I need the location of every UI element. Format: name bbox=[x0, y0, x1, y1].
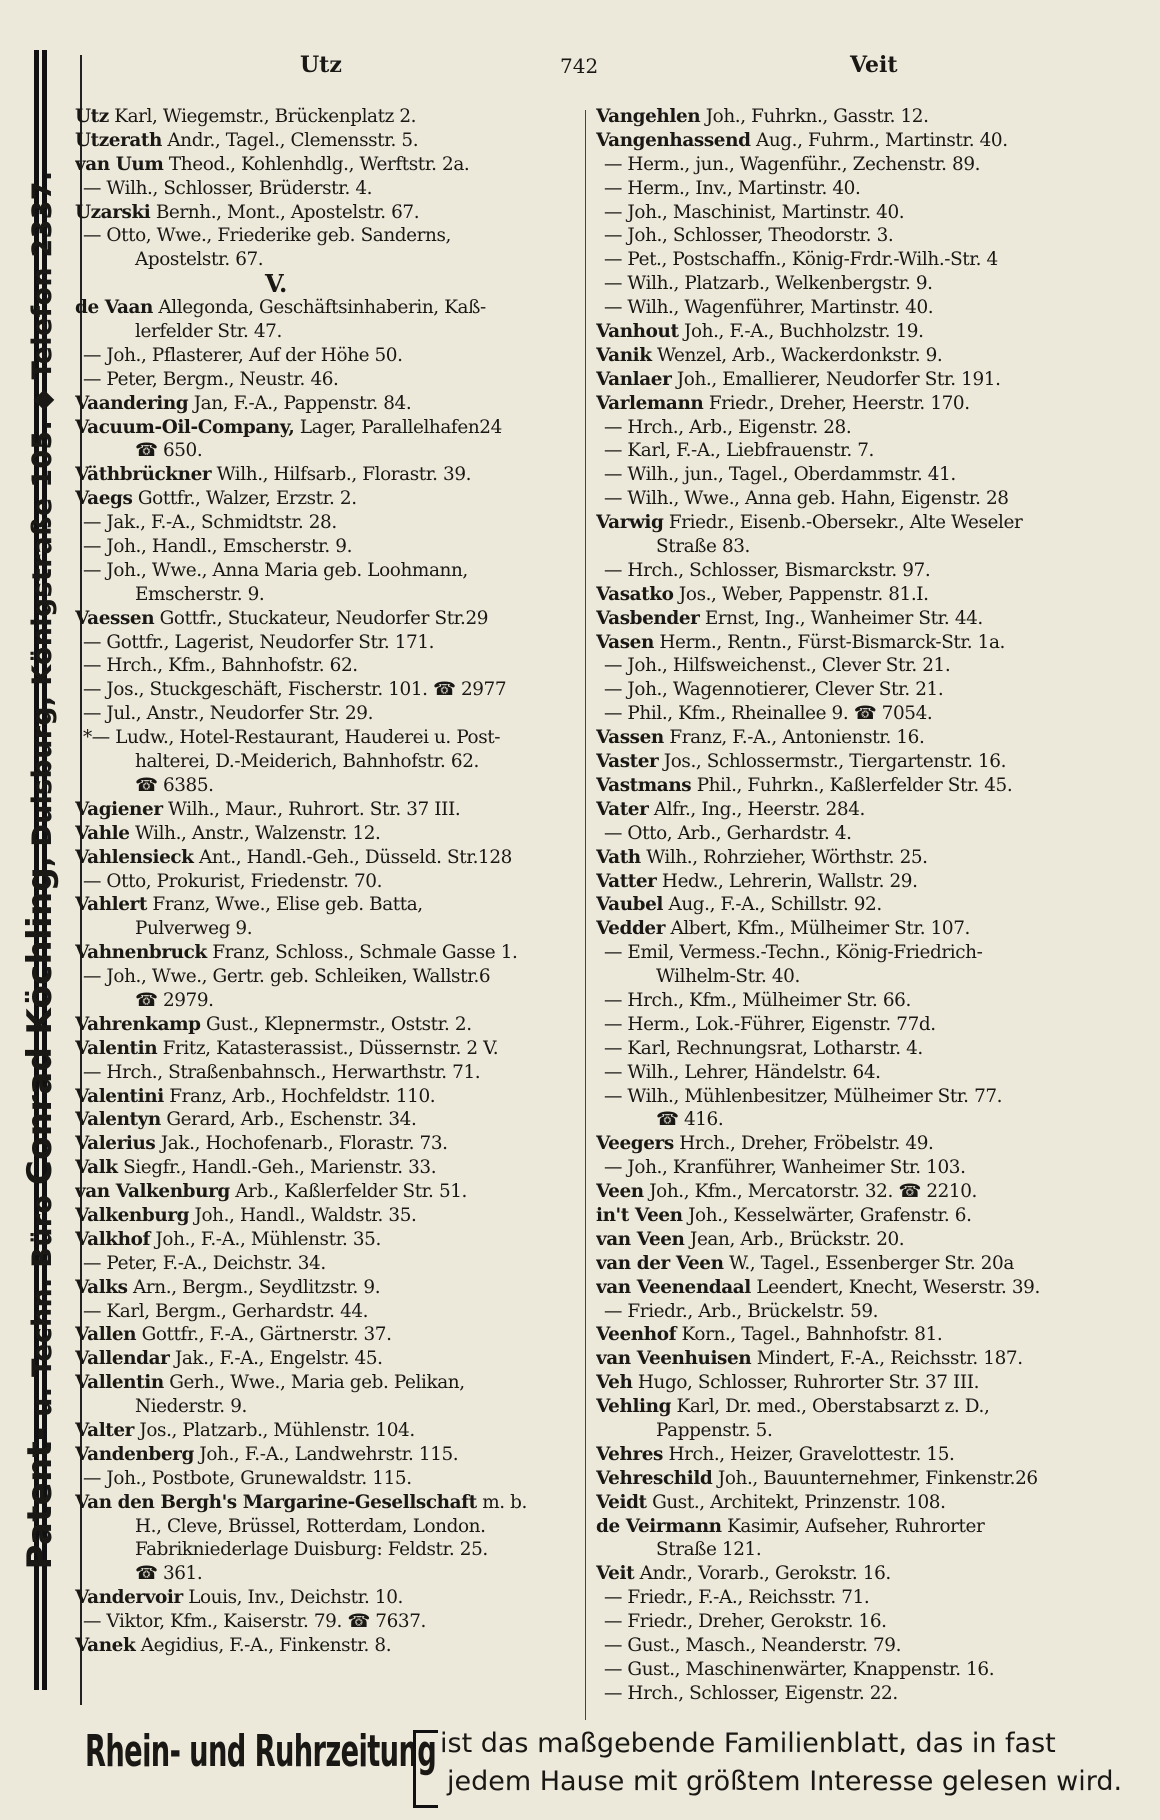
left-column bbox=[75, 105, 580, 1658]
entry-details: Friedr., Eisenb.-Obersekr., Alte Weseler bbox=[663, 512, 1023, 534]
footer-ad-line-1: ist das maßgebende Familienblatt, das in fast bbox=[440, 1728, 1056, 1759]
directory-entry bbox=[75, 1108, 580, 1132]
directory-entry: — Hrch., Schlosser, Eigenstr. 22. bbox=[604, 1682, 898, 1704]
directory-entry: — Wilh., jun., Tagel., Oberdammstr. 41. bbox=[604, 464, 956, 486]
directory-entry bbox=[596, 917, 1116, 941]
directory-entry: — Otto, Prokurist, Friedenstr. 70. bbox=[83, 870, 383, 892]
directory-entry bbox=[596, 1562, 1116, 1586]
entry-surname: Vehreschild bbox=[596, 1467, 713, 1489]
directory-entry bbox=[596, 392, 1116, 416]
entry-surname: de Vaan bbox=[75, 297, 153, 319]
entry-details: Hrch., Heizer, Gravelottestr. 15. bbox=[663, 1443, 955, 1465]
entry-surname: Valerius bbox=[75, 1133, 156, 1155]
entry-surname: Valter bbox=[75, 1419, 134, 1441]
directory-entry bbox=[75, 1491, 580, 1515]
directory-entry: — Herm., Lok.-Führer, Eigenstr. 77d. bbox=[604, 1013, 936, 1035]
entry-details: Louis, Inv., Deichstr. 10. bbox=[182, 1587, 403, 1609]
entry-details: Jak., Hochofenarb., Florastr. 73. bbox=[155, 1133, 448, 1155]
entry-surname: Vastmans bbox=[596, 774, 692, 796]
directory-entry bbox=[75, 1586, 580, 1610]
entry-details: Mindert, F.-A., Reichsstr. 187. bbox=[751, 1348, 1023, 1370]
directory-entry bbox=[596, 607, 1116, 631]
directory-entry: — Friedr., Arb., Brückelstr. 59. bbox=[604, 1300, 879, 1322]
entry-surname: Vanik bbox=[596, 344, 652, 366]
entry-details: Friedr., Dreher, Heerstr. 170. bbox=[703, 392, 970, 414]
footer-bracket bbox=[413, 1730, 438, 1808]
directory-entry: Wilhelm-Str. 40. bbox=[656, 966, 800, 988]
entry-details: Bernh., Mont., Apostelstr. 67. bbox=[150, 201, 420, 223]
entry-details: Hedw., Lehrerin, Wallstr. 29. bbox=[656, 870, 918, 892]
directory-entry bbox=[75, 1443, 580, 1467]
directory-entry: — Joh., Hilfsweichenst., Clever Str. 21. bbox=[604, 655, 951, 677]
entry-details: Gust., Klepnermstr., Oststr. 2. bbox=[200, 1013, 472, 1035]
entry-details: Leendert, Knecht, Weserstr. 39. bbox=[750, 1276, 1040, 1298]
directory-entry: — Peter, F.-A., Deichstr. 34. bbox=[83, 1252, 326, 1274]
entry-details: Aug., Fuhrm., Martinstr. 40. bbox=[750, 129, 1008, 151]
directory-entry bbox=[75, 1634, 580, 1658]
entry-details: Gerard, Arb., Eschenstr. 34. bbox=[160, 1109, 417, 1131]
directory-entry: — Hrch., Arb., Eigenstr. 28. bbox=[604, 416, 852, 438]
entry-details: Ernst, Ing., Wanheimer Str. 44. bbox=[699, 607, 983, 629]
directory-entry bbox=[596, 1491, 1116, 1515]
directory-entry bbox=[596, 129, 1116, 153]
directory-entry bbox=[75, 392, 580, 416]
entry-surname: van Valkenburg bbox=[75, 1181, 230, 1203]
entry-surname: Vatter bbox=[596, 870, 657, 892]
entry-surname: Valk bbox=[75, 1157, 118, 1179]
entry-surname: Vasbender bbox=[596, 607, 700, 629]
directory-entry: — Wilh., Wwe., Anna geb. Hahn, Eigenstr. 28 bbox=[604, 488, 1009, 510]
entry-surname: Vasen bbox=[596, 631, 654, 653]
directory-entry: — Karl, Bergm., Gerhardstr. 44. bbox=[83, 1300, 369, 1322]
directory-entry: lerfelder Str. 47. bbox=[135, 321, 282, 343]
entry-details: Jos., Platzarb., Mühlenstr. 104. bbox=[133, 1419, 415, 1441]
directory-entry: H., Cleve, Brüssel, Rotterdam, London. bbox=[135, 1515, 486, 1537]
directory-entry bbox=[75, 1037, 580, 1061]
entry-details: Joh., Bauunternehmer, Finkenstr.26 bbox=[712, 1467, 1038, 1489]
entry-details: Gust., Architekt, Prinzenstr. 108. bbox=[646, 1491, 946, 1513]
entry-surname: Valentin bbox=[75, 1037, 158, 1059]
entry-surname: Väthbrückner bbox=[75, 464, 212, 486]
entry-details: Phil., Fuhrkn., Kaßlerfelder Str. 45. bbox=[691, 774, 1013, 796]
entry-details: Ant., Handl.-Geh., Düsseld. Str.128 bbox=[193, 846, 512, 868]
directory-entry bbox=[596, 726, 1116, 750]
directory-entry bbox=[596, 1443, 1116, 1467]
directory-entry: — Joh., Maschinist, Martinstr. 40. bbox=[604, 201, 905, 223]
entry-details: m. b. bbox=[476, 1491, 527, 1513]
entry-details: Jean, Arb., Brückstr. 20. bbox=[684, 1228, 905, 1250]
entry-surname: Varwig bbox=[596, 512, 664, 534]
entry-details: Wilh., Rohrzieher, Wörthstr. 25. bbox=[640, 846, 928, 868]
entry-surname: Vehling bbox=[596, 1396, 672, 1418]
entry-surname: Valentini bbox=[75, 1085, 164, 1107]
directory-entry: ☎ 361. bbox=[135, 1563, 203, 1585]
entry-details: Herm., Rentn., Fürst-Bismarck-Str. 1a. bbox=[653, 631, 1005, 653]
entry-surname: de Veirmann bbox=[596, 1515, 722, 1537]
entry-surname: Vallentin bbox=[75, 1372, 164, 1394]
directory-entry: — Wilh., Schlosser, Brüderstr. 4. bbox=[83, 177, 373, 199]
directory-entry bbox=[75, 798, 580, 822]
entry-surname: Vedder bbox=[596, 918, 665, 940]
directory-entry bbox=[596, 846, 1116, 870]
entry-details: Jos., Schlossermstr., Tiergartenstr. 16. bbox=[658, 751, 1007, 773]
directory-entry bbox=[75, 487, 580, 511]
directory-entry: — Friedr., Dreher, Gerokstr. 16. bbox=[604, 1611, 887, 1633]
directory-entry: — Joh., Schlosser, Theodorstr. 3. bbox=[604, 225, 894, 247]
entry-details: Wilh., Maur., Ruhrort. Str. 37 III. bbox=[162, 798, 461, 820]
directory-entry: — Pet., Postschaffn., König-Frdr.-Wilh.-Str. 4 bbox=[604, 249, 998, 271]
entry-surname: Veh bbox=[596, 1372, 633, 1394]
entry-surname: Valkenburg bbox=[75, 1204, 190, 1226]
directory-entry bbox=[596, 368, 1116, 392]
entry-surname: Vaster bbox=[596, 751, 659, 773]
directory-entry bbox=[75, 416, 580, 440]
directory-entry bbox=[75, 463, 580, 487]
entry-details: Franz, Arb., Hochfeldstr. 110. bbox=[163, 1085, 436, 1107]
directory-entry bbox=[75, 893, 580, 917]
entry-surname: in't Veen bbox=[596, 1204, 683, 1226]
entry-surname: Vallendar bbox=[75, 1348, 170, 1370]
entry-details: Hrch., Dreher, Fröbelstr. 49. bbox=[673, 1133, 934, 1155]
entry-details: Albert, Kfm., Mülheimer Str. 107. bbox=[665, 918, 970, 940]
directory-entry bbox=[596, 1204, 1116, 1228]
right-running-head: Veit bbox=[850, 52, 898, 78]
entry-surname: Vassen bbox=[596, 727, 664, 749]
entry-surname: Vahle bbox=[75, 822, 130, 844]
entry-surname: Vallen bbox=[75, 1324, 137, 1346]
directory-entry: — Phil., Kfm., Rheinallee 9. ☎ 7054. bbox=[604, 703, 933, 725]
entry-surname: Vangenhassend bbox=[596, 129, 751, 151]
directory-entry bbox=[75, 1323, 580, 1347]
entry-details: Jak., F.-A., Engelstr. 45. bbox=[169, 1348, 383, 1370]
directory-entry bbox=[596, 320, 1116, 344]
section-letter: V. bbox=[265, 272, 287, 297]
entry-details: Alfr., Ing., Heerstr. 284. bbox=[648, 798, 865, 820]
directory-entry bbox=[75, 153, 580, 177]
directory-entry: — Gottfr., Lagerist, Neudorfer Str. 171. bbox=[83, 631, 435, 653]
entry-surname: van Uum bbox=[75, 153, 164, 175]
entry-details: Gottfr., Walzer, Erzstr. 2. bbox=[132, 488, 357, 510]
entry-surname: Vahrenkamp bbox=[75, 1013, 201, 1035]
directory-entry: Niederstr. 9. bbox=[135, 1396, 247, 1418]
entry-details: Joh., Kfm., Mercatorstr. 32. ☎ 2210. bbox=[643, 1181, 977, 1203]
directory-entry: — Karl, Rechnungsrat, Lotharstr. 4. bbox=[604, 1037, 923, 1059]
directory-entry: — Peter, Bergm., Neustr. 46. bbox=[83, 368, 339, 390]
entry-surname: Veit bbox=[596, 1563, 635, 1585]
entry-details: Wilh., Anstr., Walzenstr. 12. bbox=[129, 822, 381, 844]
entry-details: Aug., F.-A., Schillstr. 92. bbox=[663, 894, 882, 916]
directory-entry bbox=[75, 1156, 580, 1180]
directory-entry: Straße 83. bbox=[656, 536, 751, 558]
entry-details: Andr., Tagel., Clemensstr. 5. bbox=[161, 129, 419, 151]
directory-entry: — Wilh., Mühlenbesitzer, Mülheimer Str. 77. bbox=[604, 1085, 1003, 1107]
entry-details: Arb., Kaßlerfelder Str. 51. bbox=[229, 1181, 467, 1203]
directory-entry bbox=[596, 1395, 1116, 1419]
directory-entry: — Jos., Stuckgeschäft, Fischerstr. 101. ☎ 2977 bbox=[83, 679, 507, 701]
entry-surname: Varlemann bbox=[596, 392, 704, 414]
directory-entry: Pulverweg 9. bbox=[135, 918, 253, 940]
directory-entry bbox=[596, 105, 1116, 129]
entry-details: Joh., Handl., Waldstr. 35. bbox=[189, 1204, 417, 1226]
entry-details: Jos., Weber, Pappenstr. 81.I. bbox=[673, 583, 929, 605]
entry-surname: van Veen bbox=[596, 1228, 685, 1250]
directory-entry: Fabrikniederlage Duisburg: Feldstr. 25. bbox=[135, 1539, 488, 1561]
left-running-head: Utz bbox=[300, 52, 342, 78]
directory-entry bbox=[596, 750, 1116, 774]
directory-entry: — Hrch., Kfm., Mülheimer Str. 66. bbox=[604, 989, 911, 1011]
directory-entry: — Joh., Wwe., Anna Maria geb. Loohmann, bbox=[83, 559, 468, 581]
directory-entry bbox=[75, 1419, 580, 1443]
directory-entry: — Joh., Kranführer, Wanheimer Str. 103. bbox=[604, 1157, 966, 1179]
entry-surname: Vaegs bbox=[75, 488, 133, 510]
directory-entry: Pappenstr. 5. bbox=[656, 1419, 773, 1441]
entry-surname: Vanlaer bbox=[596, 368, 672, 390]
directory-entry bbox=[596, 631, 1116, 655]
entry-surname: Vangehlen bbox=[596, 106, 701, 127]
entry-surname: Vath bbox=[596, 846, 641, 868]
entry-surname: Vacuum-Oil-Company, bbox=[75, 416, 295, 438]
directory-entry: — Otto, Wwe., Friederike geb. Sanderns, bbox=[83, 225, 451, 247]
directory-entry bbox=[75, 1180, 580, 1204]
entry-details: Franz, Schloss., Schmale Gasse 1. bbox=[206, 942, 518, 964]
entry-details: Andr., Vorarb., Gerokstr. 16. bbox=[634, 1563, 891, 1585]
directory-entry bbox=[596, 1467, 1116, 1491]
footer-ad-line-2: jedem Hause mit größtem Interesse gelesen wird. bbox=[447, 1766, 1123, 1797]
directory-entry: — Herm., Inv., Martinstr. 40. bbox=[604, 177, 861, 199]
directory-entry: — Herm., jun., Wagenführ., Zechenstr. 89. bbox=[604, 153, 981, 175]
directory-entry: Apostelstr. 67. bbox=[135, 249, 264, 271]
entry-details: Franz, Wwe., Elise geb. Batta, bbox=[146, 894, 423, 916]
entry-surname: Veenhof bbox=[596, 1324, 677, 1346]
entry-details: Hugo, Schlosser, Ruhrorter Str. 37 III. bbox=[632, 1372, 980, 1394]
entry-details: Wenzel, Arb., Wackerdonkstr. 9. bbox=[651, 344, 943, 366]
entry-surname: Vaubel bbox=[596, 894, 664, 916]
directory-entry bbox=[75, 1204, 580, 1228]
directory-entry bbox=[75, 1371, 580, 1395]
directory-entry bbox=[75, 607, 580, 631]
entry-surname: van der Veen bbox=[596, 1252, 724, 1274]
directory-entry: — Otto, Arb., Gerhardstr. 4. bbox=[604, 822, 852, 844]
directory-entry bbox=[596, 1371, 1116, 1395]
directory-entry bbox=[596, 1132, 1116, 1156]
directory-entry bbox=[596, 893, 1116, 917]
directory-entry bbox=[596, 1515, 1116, 1539]
entry-details: Joh., F.-A., Buchholzstr. 19. bbox=[678, 321, 924, 343]
directory-entry: — Joh., Wwe., Gertr. geb. Schleiken, Wallstr.6 bbox=[83, 966, 491, 988]
entry-details: W., Tagel., Essenberger Str. 20a bbox=[723, 1252, 1014, 1274]
newspaper-brand: Rhein- und Ruhrzeitung bbox=[85, 1726, 437, 1777]
entry-details: Karl, Dr. med., Oberstabsarzt z. D., bbox=[671, 1396, 990, 1418]
directory-entry: — Joh., Pflasterer, Auf der Höhe 50. bbox=[83, 344, 403, 366]
directory-entry: — Joh., Wagennotierer, Clever Str. 21. bbox=[604, 679, 944, 701]
entry-details: Gottfr., F.-A., Gärtnerstr. 37. bbox=[136, 1324, 392, 1346]
directory-entry: — Gust., Maschinenwärter, Knappenstr. 16. bbox=[604, 1658, 995, 1680]
entry-surname: van Veenhuisen bbox=[596, 1348, 752, 1370]
entry-surname: Van den Bergh's Margarine-Gesellschaft bbox=[75, 1491, 477, 1513]
directory-entry: — Joh., Postbote, Grunewaldstr. 115. bbox=[83, 1467, 412, 1489]
entry-details: Joh., Fuhrkn., Gasstr. 12. bbox=[700, 106, 929, 127]
directory-entry: — Emil, Vermess.-Techn., König-Friedrich- bbox=[604, 942, 983, 964]
directory-entry bbox=[596, 1323, 1116, 1347]
directory-entry bbox=[75, 1228, 580, 1252]
directory-entry bbox=[596, 1276, 1116, 1300]
directory-entry: — Wilh., Platzarb., Welkenbergstr. 9. bbox=[604, 273, 933, 295]
entry-details: Theod., Kohlenhdlg., Werftstr. 2a. bbox=[163, 153, 470, 175]
entry-surname: Vahlensieck bbox=[75, 846, 194, 868]
directory-entry bbox=[596, 1180, 1116, 1204]
entry-details: Gerh., Wwe., Maria geb. Pelikan, bbox=[163, 1372, 465, 1394]
entry-surname: Utz bbox=[75, 106, 109, 127]
entry-details: Jan, F.-A., Pappenstr. 84. bbox=[188, 392, 412, 414]
directory-entry: — Joh., Handl., Emscherstr. 9. bbox=[83, 536, 353, 558]
directory-entry: — Hrch., Schlosser, Bismarckstr. 97. bbox=[604, 559, 931, 581]
directory-entry: — Wilh., Lehrer, Händelstr. 64. bbox=[604, 1061, 881, 1083]
directory-entry bbox=[596, 870, 1116, 894]
directory-entry: — Hrch., Kfm., Bahnhofstr. 62. bbox=[83, 655, 358, 677]
directory-entry bbox=[75, 1013, 580, 1037]
column-divider bbox=[585, 110, 586, 1720]
directory-entry bbox=[75, 1132, 580, 1156]
page-number: 742 bbox=[560, 54, 599, 78]
entry-surname: Veegers bbox=[596, 1133, 674, 1155]
entry-surname: Vanek bbox=[75, 1635, 136, 1656]
entry-surname: Vagiener bbox=[75, 798, 163, 820]
directory-entry bbox=[75, 941, 580, 965]
entry-surname: Vanhout bbox=[596, 321, 679, 343]
directory-entry: — Hrch., Straßenbahnsch., Herwarthstr. 71. bbox=[83, 1061, 481, 1083]
entry-surname: Vater bbox=[596, 798, 649, 820]
entry-details: Karl, Wiegemstr., Brückenplatz 2. bbox=[108, 106, 417, 127]
right-column bbox=[596, 105, 1116, 1706]
entry-surname: Vaessen bbox=[75, 607, 155, 629]
directory-entry bbox=[596, 1228, 1116, 1252]
entry-surname: van Veenendaal bbox=[596, 1276, 751, 1298]
entry-surname: Vehres bbox=[596, 1443, 663, 1465]
entry-surname: Vandervoir bbox=[75, 1587, 183, 1609]
directory-entry: ☎ 2979. bbox=[135, 989, 214, 1011]
directory-entry: — Wilh., Wagenführer, Martinstr. 40. bbox=[604, 297, 934, 319]
entry-details: Wilh., Hilfsarb., Florastr. 39. bbox=[211, 464, 472, 486]
entry-details: Aegidius, F.-A., Finkenstr. 8. bbox=[135, 1635, 392, 1656]
directory-entry: — Jul., Anstr., Neudorfer Str. 29. bbox=[83, 703, 374, 725]
directory-entry: Emscherstr. 9. bbox=[135, 583, 265, 605]
entry-surname: Uzarski bbox=[75, 201, 151, 223]
entry-surname: Utzerath bbox=[75, 129, 162, 151]
entry-details: Kasimir, Aufseher, Ruhrorter bbox=[721, 1515, 985, 1537]
entry-details: Gottfr., Stuckateur, Neudorfer Str.29 bbox=[154, 607, 489, 629]
entry-details: Korn., Tagel., Bahnhofstr. 81. bbox=[676, 1324, 943, 1346]
entry-surname: Vandenberg bbox=[75, 1443, 194, 1465]
directory-entry bbox=[75, 1347, 580, 1371]
entry-surname: Vahlert bbox=[75, 894, 147, 916]
directory-entry: ☎ 650. bbox=[135, 440, 203, 462]
entry-surname: Valentyn bbox=[75, 1109, 161, 1131]
entry-details: Joh., Emallierer, Neudorfer Str. 191. bbox=[671, 368, 1001, 390]
directory-entry: ☎ 6385. bbox=[135, 774, 214, 796]
entry-surname: Veen bbox=[596, 1181, 644, 1203]
entry-details: Siegfr., Handl.-Geh., Marienstr. 33. bbox=[117, 1157, 437, 1179]
directory-entry bbox=[596, 583, 1116, 607]
directory-entry: ☎ 416. bbox=[656, 1109, 724, 1131]
directory-entry: — Karl, F.-A., Liebfrauenstr. 7. bbox=[604, 440, 874, 462]
entry-details: Franz, F.-A., Antonienstr. 16. bbox=[663, 727, 925, 749]
directory-entry bbox=[596, 1252, 1116, 1276]
directory-entry: — Friedr., F.-A., Reichsstr. 71. bbox=[604, 1587, 870, 1609]
directory-entry bbox=[75, 846, 580, 870]
entry-details: Lager, Parallelhafen24 bbox=[294, 416, 502, 438]
entry-details: Fritz, Katasterassist., Düssernstr. 2 V. bbox=[157, 1037, 499, 1059]
directory-entry bbox=[596, 344, 1116, 368]
entry-surname: Veidt bbox=[596, 1491, 647, 1513]
entry-surname: Vasatko bbox=[596, 583, 674, 605]
directory-entry bbox=[596, 511, 1116, 535]
directory-entry: — Jak., F.-A., Schmidtstr. 28. bbox=[83, 512, 337, 534]
directory-entry bbox=[596, 774, 1116, 798]
footer-advertisement bbox=[85, 1720, 1130, 1812]
directory-entry bbox=[75, 105, 580, 129]
entry-details: Arn., Bergm., Seydlitzstr. 9. bbox=[127, 1276, 381, 1298]
directory-entry bbox=[596, 1347, 1116, 1371]
entry-surname: Valkhof bbox=[75, 1228, 150, 1250]
entry-surname: Vahnenbruck bbox=[75, 942, 207, 964]
directory-entry bbox=[75, 1276, 580, 1300]
entry-details: Allegonda, Geschäftsinhaberin, Kaß- bbox=[152, 297, 486, 319]
entry-surname: Vaandering bbox=[75, 392, 189, 414]
directory-entry: — Viktor, Kfm., Kaiserstr. 79. ☎ 7637. bbox=[83, 1611, 426, 1633]
directory-entry bbox=[75, 1085, 580, 1109]
directory-entry: Straße 121. bbox=[656, 1539, 762, 1561]
directory-entry: halterei, D.-Meiderich, Bahnhofstr. 62. bbox=[135, 751, 479, 773]
directory-entry: — Gust., Masch., Neanderstr. 79. bbox=[604, 1635, 902, 1656]
sidebar-advertisement bbox=[6, 50, 74, 1690]
entry-surname: Valks bbox=[75, 1276, 128, 1298]
entry-details: Joh., Kesselwärter, Grafenstr. 6. bbox=[682, 1204, 972, 1226]
directory-entry bbox=[75, 201, 580, 225]
directory-entry bbox=[596, 798, 1116, 822]
directory-entry bbox=[75, 822, 580, 846]
sidebar-ad-text: Patent- u. Techn. Büro Conrad Köchling, Duisburg, Königstraße 105. ◆ Telefon 2337. bbox=[20, 170, 60, 1570]
directory-entry bbox=[75, 296, 580, 320]
entry-details: Joh., F.-A., Mühlenstr. 35. bbox=[149, 1228, 381, 1250]
directory-entry: *— Ludw., Hotel-Restaurant, Hauderei u. Post- bbox=[83, 727, 501, 749]
directory-entry bbox=[75, 129, 580, 153]
entry-details: Joh., F.-A., Landwehrstr. 115. bbox=[193, 1443, 459, 1465]
